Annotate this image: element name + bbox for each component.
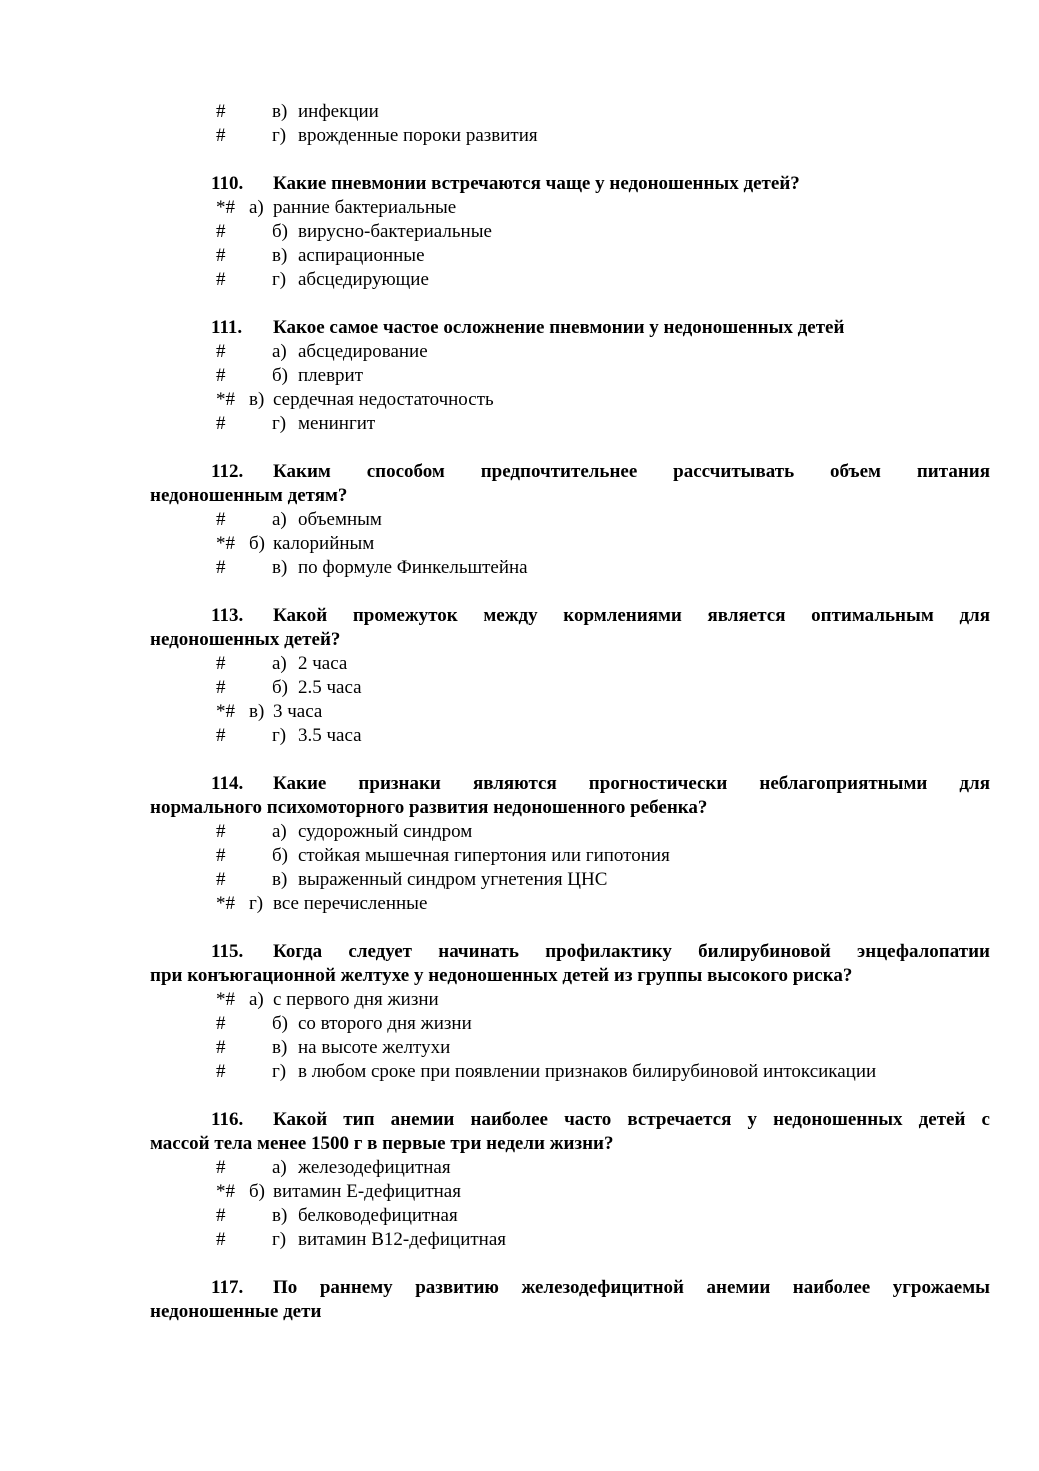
answer-text: сердечная недостаточность bbox=[273, 389, 494, 410]
answer-marker: *# bbox=[216, 389, 235, 410]
question-line-text: Когда следует начинать профилактику билирубиновой энцефалопатии bbox=[273, 941, 990, 962]
question-line-text: По раннему развитию железодефицитной анемии наиболее угрожаемы bbox=[273, 1277, 990, 1298]
answer-text: 3.5 часа bbox=[298, 725, 362, 746]
answer-marker: # bbox=[216, 125, 226, 146]
answer-text: 2.5 часа bbox=[298, 677, 362, 698]
question-line bbox=[150, 1108, 990, 1132]
answer-letter: а) bbox=[272, 821, 287, 842]
answer-letter: в) bbox=[272, 101, 288, 122]
answer-text: аспирационные bbox=[298, 245, 425, 266]
question-number: 114. bbox=[211, 773, 244, 794]
answer-text: по формуле Финкельштейна bbox=[298, 557, 528, 578]
answer-letter: а) bbox=[249, 989, 264, 1010]
answer-letter: в) bbox=[272, 869, 288, 890]
answer-marker: *# bbox=[216, 197, 235, 218]
answer-letter: г) bbox=[272, 725, 287, 746]
answer-marker: *# bbox=[216, 533, 235, 554]
question-line-text: нормального психомоторного развития недоношенного ребенка? bbox=[150, 797, 708, 818]
answer-marker: # bbox=[216, 101, 226, 122]
answer-letter: г) bbox=[272, 1229, 287, 1250]
answer-letter: в) bbox=[249, 389, 265, 410]
answer-text: со второго дня жизни bbox=[298, 1013, 472, 1034]
answer-marker: # bbox=[216, 245, 226, 266]
answer-marker: *# bbox=[216, 893, 235, 914]
question-line-text: при конъюгационной желтухе у недоношенных детей из группы высокого риска? bbox=[150, 965, 853, 986]
answer-text: менингит bbox=[298, 413, 376, 434]
question-line bbox=[150, 604, 990, 628]
answer-text: плеврит bbox=[298, 365, 364, 386]
answer-marker: # bbox=[216, 1013, 226, 1034]
answer-text: объемным bbox=[298, 509, 382, 530]
question-line bbox=[150, 772, 990, 796]
answer-letter: в) bbox=[272, 1205, 288, 1226]
answer-marker: # bbox=[216, 845, 226, 866]
answer-letter: в) bbox=[272, 245, 288, 266]
question-line bbox=[150, 964, 990, 988]
answer-letter: а) bbox=[272, 509, 287, 530]
answer-text: на высоте желтухи bbox=[298, 1037, 451, 1058]
answer-letter: б) bbox=[249, 1181, 265, 1202]
question-number: 113. bbox=[211, 605, 244, 626]
question-line bbox=[150, 1300, 990, 1324]
question-text bbox=[150, 940, 990, 988]
answer-text: абсцедирующие bbox=[298, 269, 429, 290]
answer-letter: г) bbox=[249, 893, 264, 914]
question-number: 116. bbox=[211, 1109, 244, 1130]
question-line bbox=[150, 172, 990, 196]
question-line bbox=[150, 460, 990, 484]
answer-letter: а) bbox=[249, 197, 264, 218]
answer-letter: г) bbox=[272, 125, 287, 146]
answer-text: белководефицитная bbox=[298, 1205, 458, 1226]
answer-text: инфекции bbox=[298, 101, 379, 122]
question-line-text: Какое самое частое осложнение пневмонии у недоношенных детей bbox=[273, 317, 845, 338]
answer-text: выраженный синдром угнетения ЦНС bbox=[298, 869, 608, 890]
answer-letter: в) bbox=[249, 701, 265, 722]
answer-text: витамин Е-дефицитная bbox=[273, 1181, 461, 1202]
answer-marker: *# bbox=[216, 701, 235, 722]
answer-letter: б) bbox=[272, 1013, 288, 1034]
answer-letter: г) bbox=[272, 413, 287, 434]
question-number: 112. bbox=[211, 461, 244, 482]
answer-text: в любом сроке при появлении признаков билирубиновой интоксикации bbox=[298, 1061, 877, 1082]
answer-letter: б) bbox=[272, 221, 288, 242]
answer-text: абсцедирование bbox=[298, 341, 428, 362]
answer-letter: б) bbox=[272, 845, 288, 866]
answer-marker: # bbox=[216, 653, 226, 674]
answer-letter: б) bbox=[272, 365, 288, 386]
answer-marker: # bbox=[216, 221, 226, 242]
answer-marker: # bbox=[216, 725, 226, 746]
question-line-text: Каким способом предпочтительнее рассчитывать объем питания bbox=[273, 461, 990, 482]
answer-text: с первого дня жизни bbox=[273, 989, 439, 1010]
question-line-text: Какие признаки являются прогностически неблагоприятными для bbox=[273, 773, 990, 794]
question-line bbox=[150, 1132, 990, 1156]
answer-letter: в) bbox=[272, 1037, 288, 1058]
answer-text: 2 часа bbox=[298, 653, 348, 674]
answer-marker: # bbox=[216, 269, 226, 290]
question-text bbox=[150, 1276, 990, 1324]
answer-letter: г) bbox=[272, 1061, 287, 1082]
answer-letter: г) bbox=[272, 269, 287, 290]
answer-letter: б) bbox=[272, 677, 288, 698]
answer-marker: # bbox=[216, 1037, 226, 1058]
answer-marker: # bbox=[216, 1229, 226, 1250]
answer-letter: а) bbox=[272, 1157, 287, 1178]
question-text bbox=[150, 316, 990, 340]
answer-text: вирусно-бактериальные bbox=[298, 221, 492, 242]
question-line-text: Какие пневмонии встречаются чаще у недоношенных детей? bbox=[273, 173, 800, 194]
question-text bbox=[150, 772, 990, 820]
answer-text: все перечисленные bbox=[273, 893, 428, 914]
answer-letter: а) bbox=[272, 341, 287, 362]
answer-text: ранние бактериальные bbox=[273, 197, 457, 218]
answer-marker: # bbox=[216, 677, 226, 698]
question-line-text: недоношенные дети bbox=[150, 1301, 322, 1322]
answer-marker: # bbox=[216, 509, 226, 530]
question-text bbox=[150, 1108, 990, 1156]
answer-marker: # bbox=[216, 1205, 226, 1226]
answer-letter: в) bbox=[272, 557, 288, 578]
answer-text: стойкая мышечная гипертония или гипотония bbox=[298, 845, 670, 866]
answer-text: судорожный синдром bbox=[298, 821, 473, 842]
question-line-text: недоношенных детей? bbox=[150, 629, 341, 650]
answer-marker: # bbox=[216, 413, 226, 434]
question-line bbox=[150, 796, 990, 820]
question-line bbox=[150, 1276, 990, 1300]
answer-marker: # bbox=[216, 365, 226, 386]
question-number: 117. bbox=[211, 1277, 244, 1298]
question-number: 110. bbox=[211, 173, 244, 194]
answer-text: 3 часа bbox=[273, 701, 323, 722]
question-text bbox=[150, 604, 990, 652]
answer-text: железодефицитная bbox=[298, 1157, 451, 1178]
answer-marker: *# bbox=[216, 989, 235, 1010]
answer-marker: # bbox=[216, 341, 226, 362]
answer-letter: а) bbox=[272, 653, 287, 674]
question-number: 111. bbox=[211, 317, 243, 338]
answer-marker: # bbox=[216, 821, 226, 842]
answer-marker: # bbox=[216, 557, 226, 578]
answer-marker: *# bbox=[216, 1181, 235, 1202]
question-line bbox=[150, 628, 990, 652]
question-line bbox=[150, 316, 990, 340]
answer-marker: # bbox=[216, 869, 226, 890]
question-line-text: недоношенным детям? bbox=[150, 485, 348, 506]
question-text bbox=[150, 172, 990, 196]
question-line-text: Какой тип анемии наиболее часто встречается у недоношенных детей с bbox=[273, 1109, 990, 1130]
answer-text: врожденные пороки развития bbox=[298, 125, 538, 146]
answer-marker: # bbox=[216, 1157, 226, 1178]
question-line-text: Какой промежуток между кормлениями является оптимальным для bbox=[273, 605, 990, 626]
answer-letter: б) bbox=[249, 533, 265, 554]
question-line bbox=[150, 940, 990, 964]
question-number: 115. bbox=[211, 941, 244, 962]
question-line-text: массой тела менее 1500 г в первые три недели жизни? bbox=[150, 1133, 614, 1154]
question-line bbox=[150, 484, 990, 508]
answer-marker: # bbox=[216, 1061, 226, 1082]
answer-text: витамин В12-дефицитная bbox=[298, 1229, 507, 1250]
question-text bbox=[150, 460, 990, 508]
answer-text: калорийным bbox=[273, 533, 375, 554]
